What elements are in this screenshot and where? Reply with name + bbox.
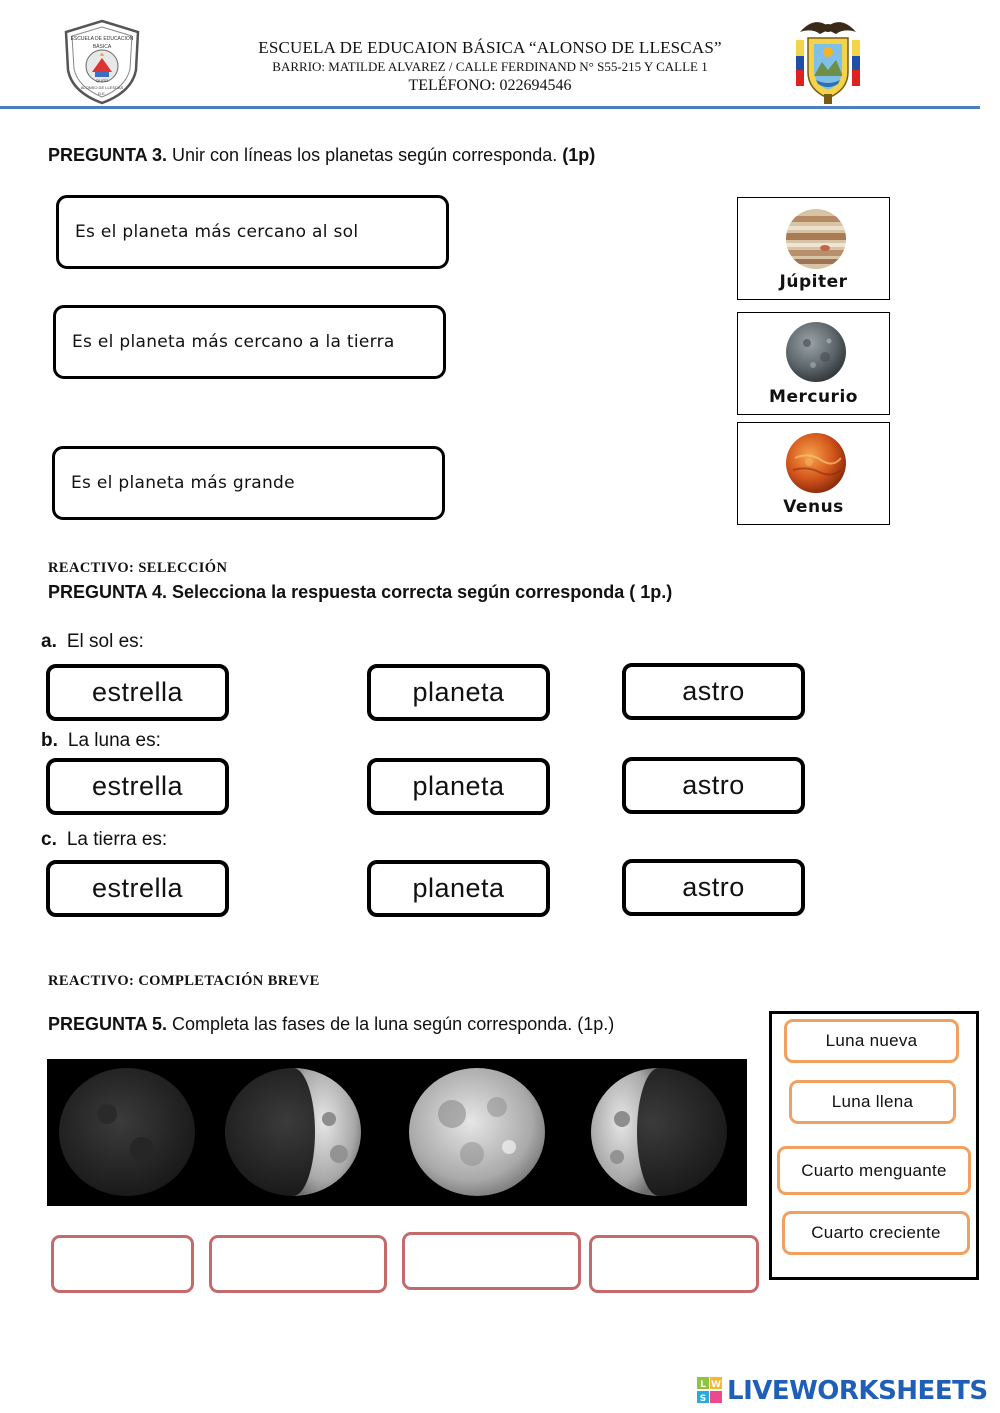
q4-item-c-prompt [41,829,167,851]
q4-b-option-astro[interactable]: astro [622,757,805,814]
seal-small-text: QUITO [95,78,109,83]
seal-mid-text: BÁSICA [92,44,112,50]
q5-label: PREGUNTA 5. [48,1014,168,1034]
moon-answer-box-2[interactable] [209,1235,387,1293]
moon-phases-image [47,1059,747,1206]
liveworksheets-logo[interactable] [697,1374,988,1408]
logo-letter-l: L [700,1380,706,1390]
q4-item-b-prompt [41,730,161,752]
liveworksheets-icon [697,1377,723,1405]
planet-card-jupiter[interactable] [737,197,890,300]
reactivo-seleccion: REACTIVO: SELECCIÓN [48,560,228,576]
seal-base-text: D.E. [98,91,106,96]
coat-of-arms-icon [792,14,864,106]
q4-item-a-text: El sol es: [66,631,144,652]
planet-name-venus: Venus [783,497,844,517]
seal-bottom-text: ALONSO DE LLESCAS [80,85,124,90]
q5-text: Completa las fases de la luna según corresponda. (1p.) [167,1014,615,1034]
logo-letter-s: S [699,1394,707,1404]
waxing-moon-icon [225,1068,361,1196]
q4-title [48,582,672,603]
q4-a-option-estrella[interactable]: estrella [46,664,229,721]
word-tile-cuarto-menguante[interactable]: Cuarto menguante [777,1146,971,1195]
header-divider [0,106,980,109]
q4-item-a-prompt [41,631,144,653]
school-name: ESCUELA DE EDUCAION BÁSICA “ALONSO DE LLESCAS” [258,38,722,57]
q4-label: PREGUNTA 4. [48,582,168,602]
planet-card-mercurio[interactable] [737,312,890,415]
moon-answer-box-1[interactable] [51,1235,194,1293]
mercury-icon [785,321,847,383]
new-moon-icon [59,1068,195,1196]
q4-item-a-letter: a. [41,631,57,652]
q4-text: Selecciona la respuesta correcta según corresponda ( 1p.) [167,582,673,602]
waning-moon-icon [591,1068,727,1196]
q4-b-option-estrella[interactable]: estrella [46,758,229,815]
liveworksheets-brand: LIVEWORKSHEETS [727,1376,988,1406]
planet-name-mercurio: Mercurio [769,387,858,407]
school-seal-logo [60,18,144,106]
q3-points: (1p) [562,145,596,165]
moon-answer-box-4[interactable] [589,1235,759,1293]
q4-c-option-astro[interactable]: astro [622,859,805,916]
q4-item-b-text: La luna es: [67,730,161,751]
q4-a-option-astro[interactable]: astro [622,663,805,720]
school-address: BARRIO: MATILDE ALVAREZ / CALLE FERDINAND N° S55-215 Y CALLE 1 [272,59,708,74]
venus-icon [785,432,847,494]
full-moon-icon [409,1068,545,1196]
q4-a-option-planeta[interactable]: planeta [367,664,550,721]
moon-answer-box-3[interactable] [402,1232,581,1290]
q4-item-c-letter: c. [41,829,57,850]
seal-top-text: ESCUELA DE EDUCACION [70,36,134,42]
logo-letter-w: W [711,1380,721,1390]
q4-c-option-planeta[interactable]: planeta [367,860,550,917]
q4-item-b-letter: b. [41,730,58,751]
q3-statement-2[interactable]: Es el planeta más cercano a la tierra [53,305,446,379]
q4-c-option-estrella[interactable]: estrella [46,860,229,917]
q3-label: PREGUNTA 3. [48,145,168,165]
q4-b-option-planeta[interactable]: planeta [367,758,550,815]
word-tile-luna-nueva[interactable]: Luna nueva [784,1019,959,1063]
planet-name-jupiter: Júpiter [779,272,848,292]
q5-title [48,1014,614,1035]
q4-item-c-text: La tierra es: [66,829,168,850]
word-tile-cuarto-creciente[interactable]: Cuarto creciente [782,1211,970,1255]
school-phone: TELÉFONO: 022694546 [408,77,572,94]
planet-card-venus[interactable] [737,422,890,525]
word-tile-luna-llena[interactable]: Luna llena [789,1080,956,1124]
q3-text: Unir con líneas los planetas según corresponda. [167,145,563,165]
jupiter-icon [785,208,847,270]
q3-statement-1[interactable]: Es el planeta más cercano al sol [56,195,449,269]
q3-title [48,145,595,166]
reactivo-completacion: REACTIVO: COMPLETACIÓN BREVE [48,973,320,989]
q3-statement-3[interactable]: Es el planeta más grande [52,446,445,520]
